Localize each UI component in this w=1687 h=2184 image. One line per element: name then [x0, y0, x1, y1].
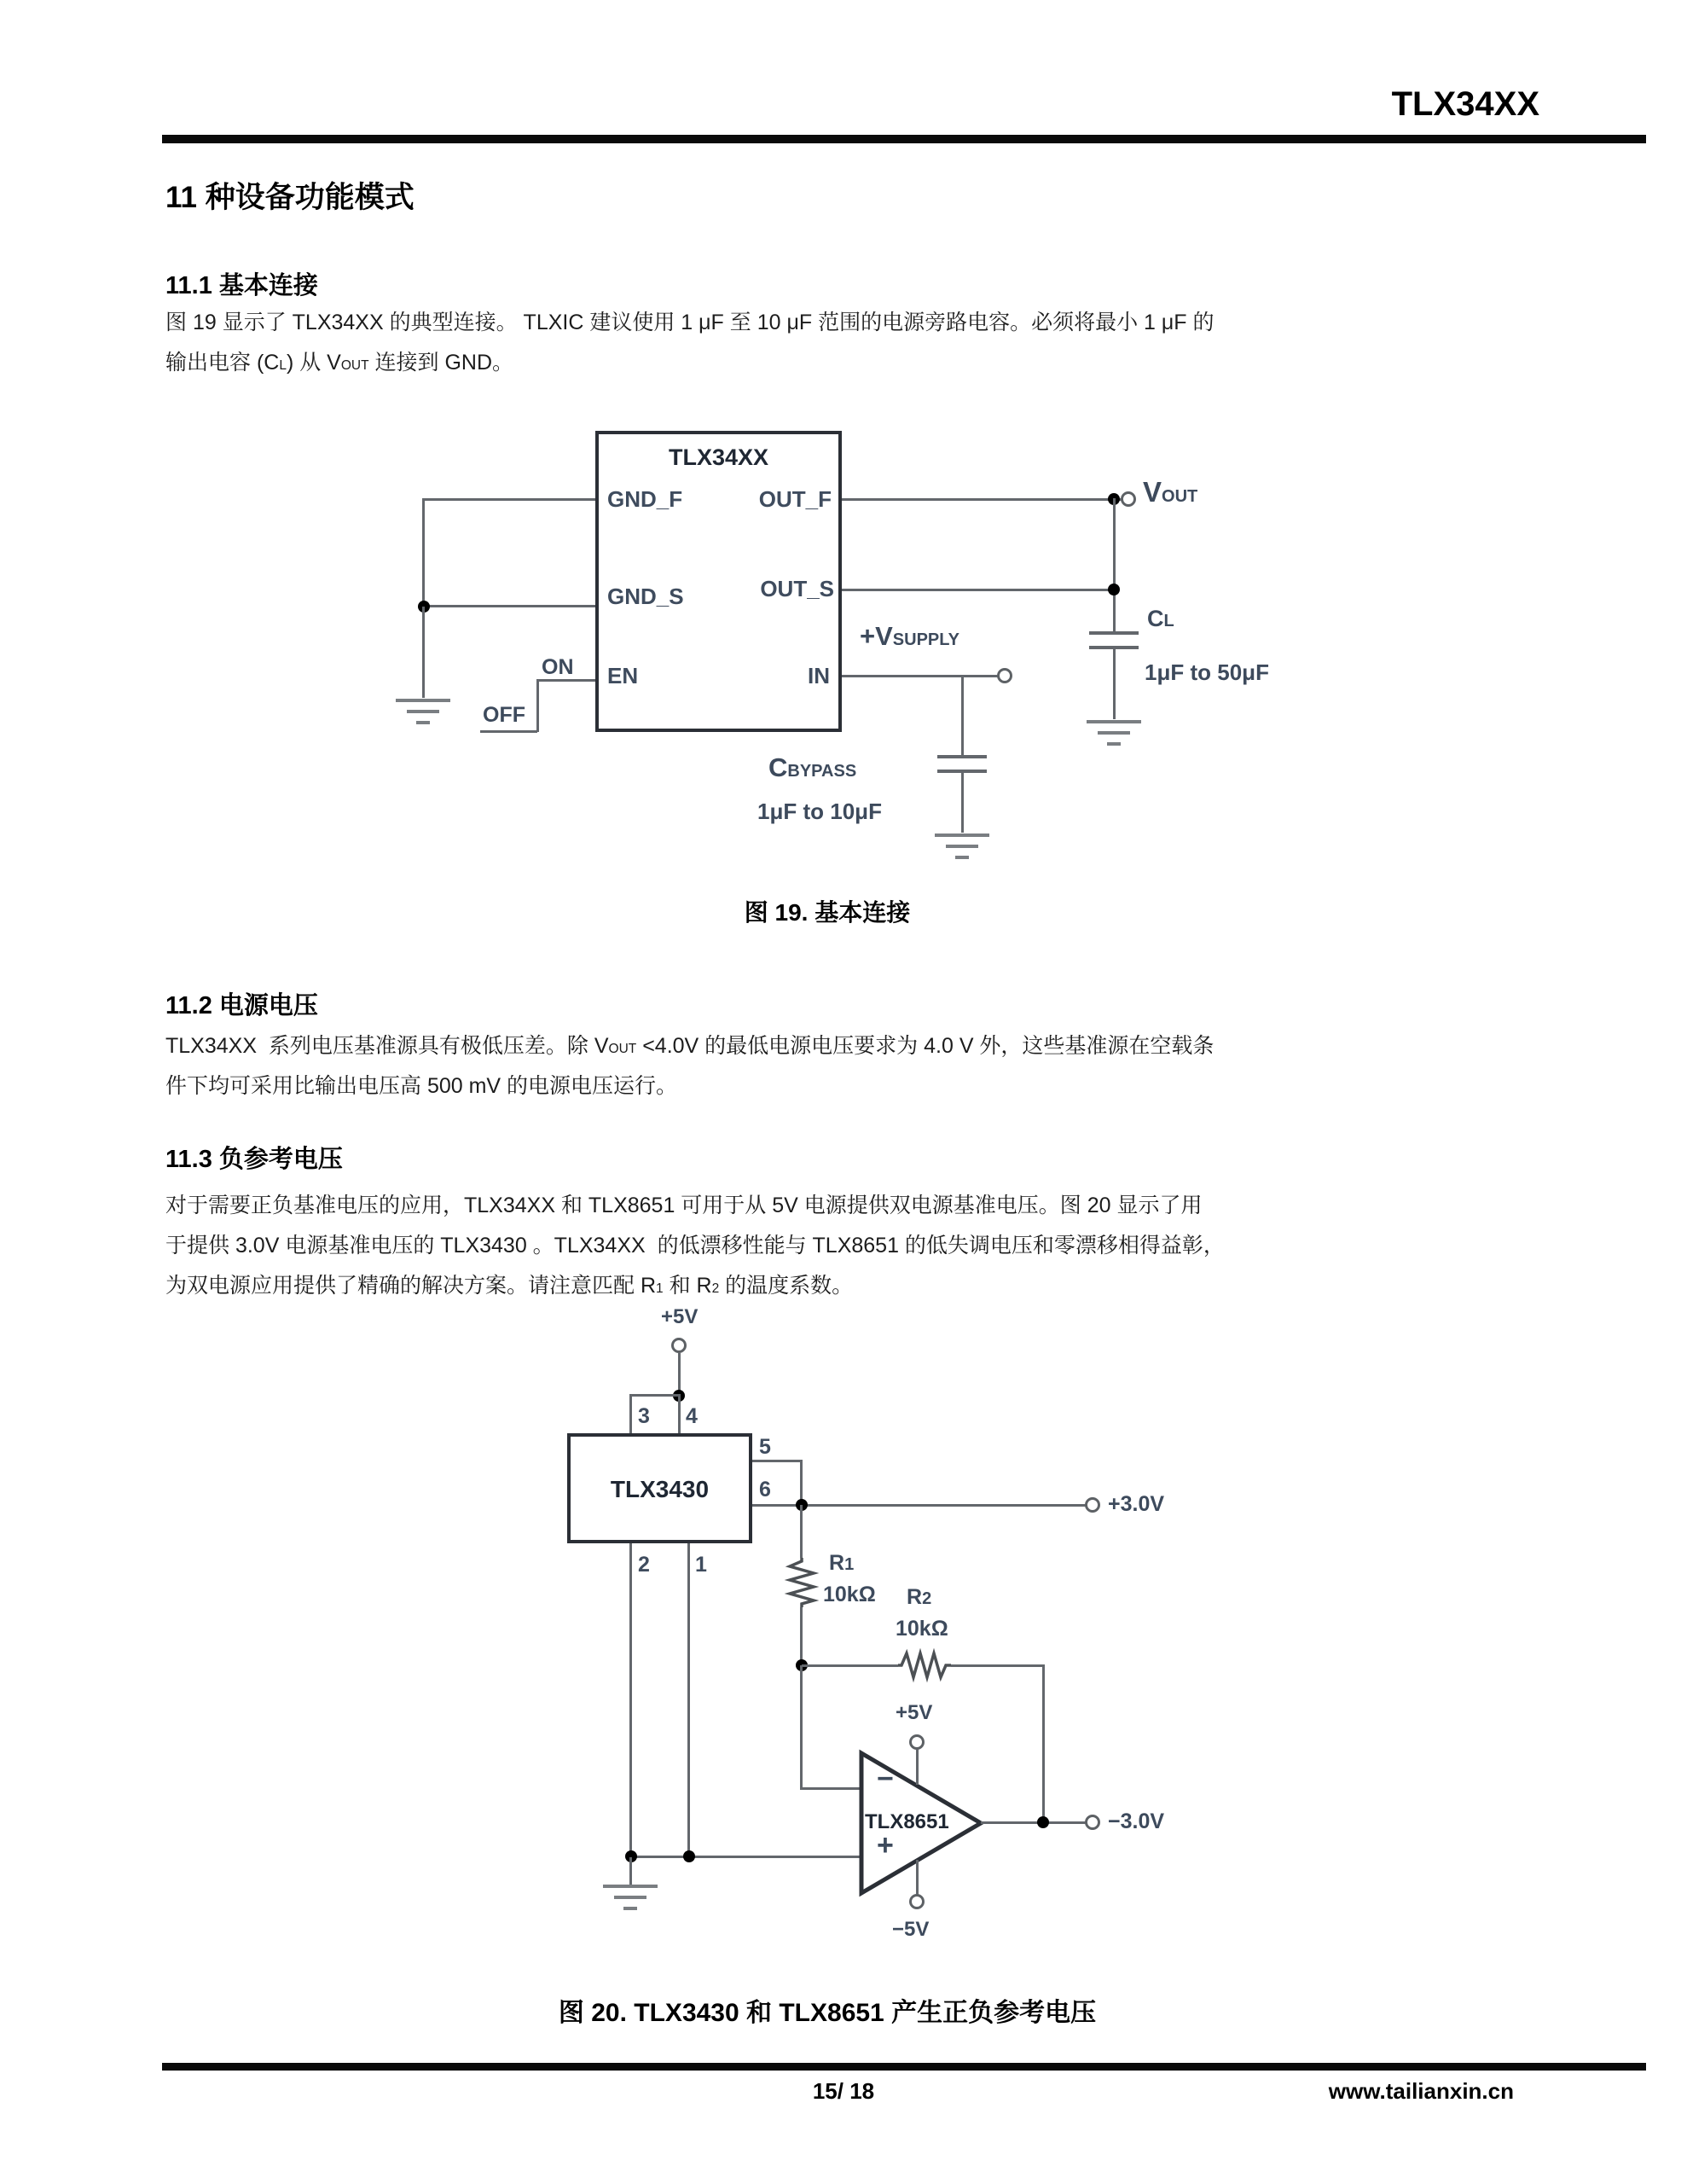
text-segment: ) 从 V	[286, 351, 341, 375]
pin-label-gnd-s: GND_S	[607, 584, 684, 609]
wire	[981, 1821, 1086, 1824]
wire	[800, 1787, 861, 1790]
r1-name: R	[829, 1551, 845, 1575]
opamp-minus-input: −	[877, 1763, 894, 1795]
wire	[678, 1396, 681, 1433]
subscript-L: L	[279, 358, 287, 373]
paragraph-11-3-line1: 对于需要正负基准电压的应用，TLX34XX 和 TLX8651 可用于从 5V 电源提供双电源基准电压。图 20 显示了用	[165, 1194, 1203, 1217]
minus3v-terminal	[1085, 1815, 1100, 1830]
pin-label-in: IN	[808, 663, 830, 688]
pin-label-out-f: OUT_F	[758, 486, 832, 512]
wire	[1113, 649, 1116, 719]
text-segment: 为双电源应用提供了精确的解决方案。请注意匹配 R	[165, 1274, 657, 1298]
subscript-2: 2	[711, 1281, 720, 1296]
junction-dot	[1037, 1816, 1049, 1828]
ground-symbol	[935, 834, 989, 867]
opamp-plus5v-terminal	[909, 1734, 925, 1750]
capacitor-plate	[937, 755, 987, 758]
figure-20-dual-supply-reference	[0, 1280, 1687, 2048]
paragraph-11-2-line1	[165, 1029, 1214, 1060]
subscript-OUT: OUT	[608, 1042, 637, 1056]
r1-label	[829, 1551, 854, 1576]
resistor-r1	[785, 1558, 819, 1607]
vout-label	[1143, 476, 1197, 508]
wire	[800, 1607, 803, 1667]
text-segment: <4.0V 的最低电源电压要求为 4.0 V 外，这些基准源在空载条	[636, 1034, 1215, 1058]
figure-20-caption: 图 20. TLX3430 和 TLX8651 产生正负参考电压	[558, 1999, 1097, 2027]
wire	[423, 605, 595, 607]
wire	[802, 1664, 898, 1667]
resistor-r2	[898, 1648, 951, 1682]
pin-number-1: 1	[695, 1553, 707, 1577]
section-11-2-heading: 11.2 电源电压	[165, 992, 318, 1019]
capacitor-plate	[1089, 631, 1139, 635]
pin-number-2: 2	[638, 1553, 650, 1577]
wire	[752, 1460, 802, 1462]
paragraph-11-2-line2: 件下均可采用比输出电压高 500 mV 的电源电压运行。	[165, 1074, 678, 1098]
wire	[629, 1543, 632, 1857]
wire	[842, 498, 1122, 501]
wire	[800, 1665, 803, 1789]
section-11-heading: 11 种设备功能模式	[165, 181, 415, 214]
vsupply-label	[860, 621, 959, 652]
cbypass-main: C	[768, 752, 788, 782]
text-segment: 连接到 GND。	[368, 351, 514, 375]
paragraph-11-3-line2: 于提供 3.0V 电源基准电压的 TLX3430 。TLX34XX 的低漂移性能与 TLX8651 的低失调电压和零漂移相得益彰，	[165, 1234, 1225, 1258]
text-segment: TLX34XX 系列电压基准源具有极低压差。除 V	[165, 1034, 609, 1058]
section-11-3-heading: 11.3 负参考电压	[165, 1146, 343, 1173]
pin-label-en: EN	[607, 663, 639, 688]
page-header-product-title: TLX34XX	[1391, 85, 1539, 123]
wire	[842, 589, 1114, 591]
vsupply-terminal	[997, 668, 1012, 683]
vsupply-main: +V	[860, 621, 893, 651]
cbypass-sub: BYPASS	[787, 762, 857, 781]
ground-symbol	[1087, 720, 1141, 753]
cbypass-label	[768, 752, 856, 783]
r2-label	[907, 1585, 931, 1610]
wire	[629, 1394, 632, 1433]
text-segment: 输出电容 (C	[165, 351, 280, 375]
vout-main: V	[1143, 476, 1162, 508]
wire	[1113, 498, 1116, 633]
wire	[842, 675, 998, 677]
pin-label-out-s: OUT_S	[760, 576, 834, 601]
cbypass-range-label: 1μF to 10μF	[757, 799, 882, 824]
plus3v-label: +3.0V	[1108, 1492, 1165, 1516]
cl-range-label: 1μF to 50μF	[1145, 659, 1269, 685]
wire	[629, 1857, 632, 1885]
wire	[916, 1860, 919, 1895]
wire	[951, 1664, 1045, 1667]
text-segment: 和 R	[663, 1274, 712, 1298]
vout-sub: OUT	[1162, 487, 1198, 506]
footer-rule	[162, 2063, 1646, 2071]
subscript-1: 1	[656, 1281, 664, 1296]
en-off-label: OFF	[483, 703, 525, 727]
opamp-plus5v-label: +5V	[896, 1701, 933, 1724]
junction-dot	[1108, 584, 1120, 595]
cl-main: C	[1147, 606, 1164, 631]
r1-value: 10kΩ	[823, 1583, 876, 1606]
r2-value: 10kΩ	[896, 1617, 948, 1641]
pin-number-5: 5	[759, 1435, 771, 1459]
pin-number-6: 6	[759, 1478, 771, 1502]
wire	[480, 730, 537, 733]
plus3v-terminal	[1085, 1497, 1100, 1513]
opamp-minus5v-terminal	[909, 1894, 925, 1909]
section-11-1-heading: 11.1 基本连接	[165, 272, 318, 299]
text-segment: 的温度系数。	[719, 1274, 854, 1298]
opamp-name: TLX8651	[865, 1810, 949, 1833]
cl-sub: L	[1163, 612, 1174, 630]
opamp-plus-input: +	[877, 1829, 894, 1862]
pin-number-4: 4	[686, 1404, 698, 1428]
wire	[422, 498, 425, 607]
junction-dot	[683, 1850, 695, 1862]
wire	[536, 679, 539, 732]
pin-label-gnd-f: GND_F	[607, 486, 683, 512]
wire	[687, 1543, 690, 1857]
wire	[422, 607, 425, 698]
minus3v-label: −3.0V	[1108, 1809, 1165, 1833]
figure-19-basic-connections	[0, 0, 1687, 938]
cl-label	[1147, 606, 1174, 632]
ground-symbol	[396, 699, 450, 732]
vsupply-sub: SUPPLY	[892, 630, 959, 649]
figure-19-caption: 图 19. 基本连接	[744, 899, 911, 926]
wire	[916, 1749, 919, 1785]
vout-terminal	[1121, 491, 1136, 507]
plus5v-top-terminal	[671, 1338, 687, 1353]
plus5v-top-label: +5V	[661, 1305, 699, 1328]
wire	[630, 1856, 861, 1858]
wire	[961, 773, 964, 833]
footer-website: www.tailianxin.cn	[1328, 2078, 1514, 2104]
pin-number-3: 3	[638, 1404, 650, 1428]
wire	[423, 498, 595, 501]
wire	[1042, 1664, 1045, 1824]
wire	[631, 1394, 681, 1397]
wire	[800, 1505, 803, 1558]
subscript-OUT: OUT	[340, 358, 369, 373]
page-number: 15/ 18	[812, 2078, 875, 2104]
opamp-minus5v-label: −5V	[892, 1918, 930, 1941]
r1-sub: 1	[844, 1555, 855, 1574]
ic-title: TLX3430	[610, 1476, 710, 1502]
ic-title: TLX34XX	[668, 444, 769, 470]
ground-symbol	[603, 1885, 658, 1918]
r2-name: R	[907, 1585, 923, 1609]
en-on-label: ON	[542, 655, 574, 679]
r2-sub: 2	[922, 1589, 932, 1608]
paragraph-11-1-line1: 图 19 显示了 TLX34XX 的典型连接。 TLXIC 建议使用 1 μF 至 10 μF 范围的电源旁路电容。必须将最小 1 μF 的	[165, 311, 1215, 334]
tlx3430-ic-box	[567, 1433, 752, 1543]
wire	[961, 675, 964, 757]
